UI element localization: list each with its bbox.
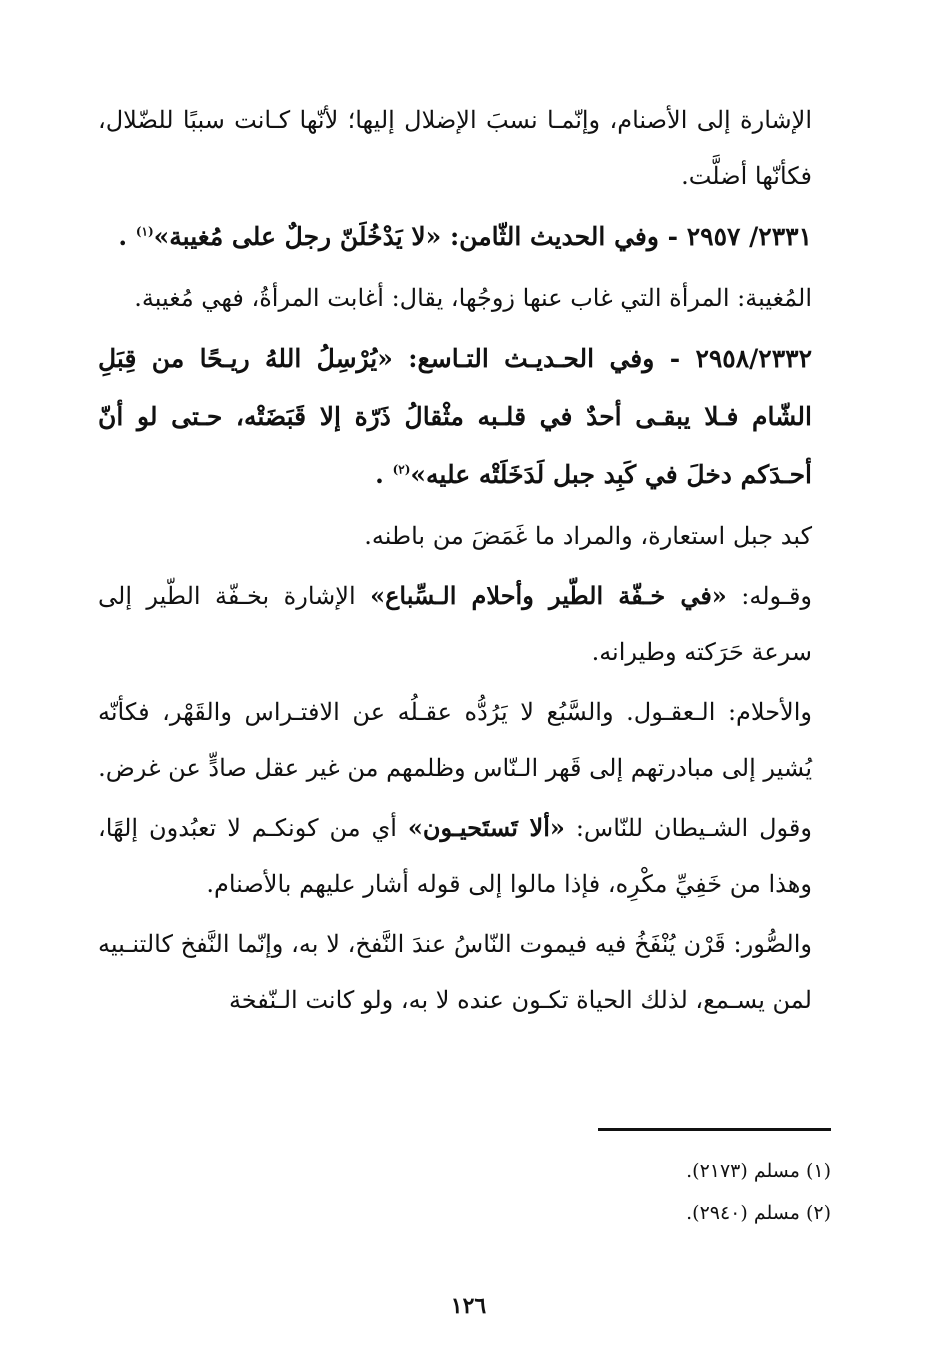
page-number: ١٢٦	[450, 1293, 487, 1319]
text-run: المُغيبة: المرأة التي غاب عنها زوجُها، يقال: أغابت المرأةُ، فهي مُغيبة.	[134, 284, 812, 312]
text-run: ٢٣٣١/ ٢٩٥٧ - وفي الحديث الثّامن: «لا يَدْخُلَنّ رجلٌ على مُغيبة»	[153, 222, 812, 251]
paragraph-3	[98, 270, 812, 326]
paragraph-1	[98, 92, 812, 204]
text-run: والصُّور: قَرْن يُنْفَخُ فيه فيموت النّاسُ عندَ النَّفخ، لا به، وإنّما النَّفخ كالتنـبيه لمن يسـمع، لذلك الحياة تكـون عنده لا به، ولو كانت الـنّفخة	[98, 930, 812, 1014]
text-run: ٢٩٥٨/٢٣٣٢ - وفي الحـديـث التـاسع: «يُرْسِلُ اللهُ ريـحًا من قِبَلِ الشّام فـلا يبقـى أحدٌ في قلـبه مثْقالُ ذَرّة إلا قَبَضَتْه، حـتى لو أنّ أحـدَكم دخلَ في كَبِد جبل لَدَخَلَتْه عليه»	[98, 344, 812, 489]
text-run: .	[118, 222, 136, 251]
paragraph-2	[98, 208, 812, 266]
text-run: أي من كونكـم لا تعبُدون إلهًا، وهذا من خَفِيِّ مكْرِه، فإذا مالوا إلى قوله أشار عليهم بالأصنام.	[98, 814, 812, 898]
footnote-2: (٢) مسلم (٢٩٤٠).	[686, 1202, 831, 1224]
footnote-separator	[598, 1128, 831, 1131]
text-run: «ألا تَستَحيـون»	[407, 813, 565, 842]
footnote-1: (١) مسلم (٢١٧٣).	[686, 1160, 831, 1182]
footnote-marker: (١)	[135, 224, 154, 239]
paragraph-6	[98, 568, 812, 680]
text-run: «في خـفّة الطّير وأحلام الـسِّباع»	[370, 581, 727, 610]
footnotes	[431, 1150, 831, 1234]
paragraph-5	[98, 508, 812, 564]
text-run: والأحلام: الـعقـول. والسَّبُع لا يَرُدُّه عقـلُه عن الافتـراس والقَهْر، فكأنّه يُشير إلى مبادرتهم إلى قَهر الـنّاس وظلمهم من غير عقل صادٍّ عن غرض.	[98, 698, 812, 782]
paragraph-4	[98, 330, 812, 504]
text-run: الإشارة إلى الأصنام، وإنّمـا نسبَ الإضلال إليها؛ لأنّها كـانت سببًا للضّلال، فكأنّها أضلَّت.	[98, 106, 812, 190]
footnote-marker: (٢)	[392, 462, 411, 477]
main-text	[98, 92, 812, 1032]
text-run: الإشارة بخـفّة الطّير إلى سرعة حَرَكته وطيرانه.	[98, 582, 812, 666]
paragraph-9	[98, 916, 812, 1028]
text-run: وقول الشـيطان للنّاس:	[564, 814, 812, 842]
text-run: .	[375, 460, 393, 489]
paragraph-7	[98, 684, 812, 796]
paragraph-8	[98, 800, 812, 912]
text-run: كبد جبل استعارة، والمراد ما غَمَضَ من باطنه.	[364, 522, 812, 550]
text-run: وقـوله:	[726, 582, 813, 610]
